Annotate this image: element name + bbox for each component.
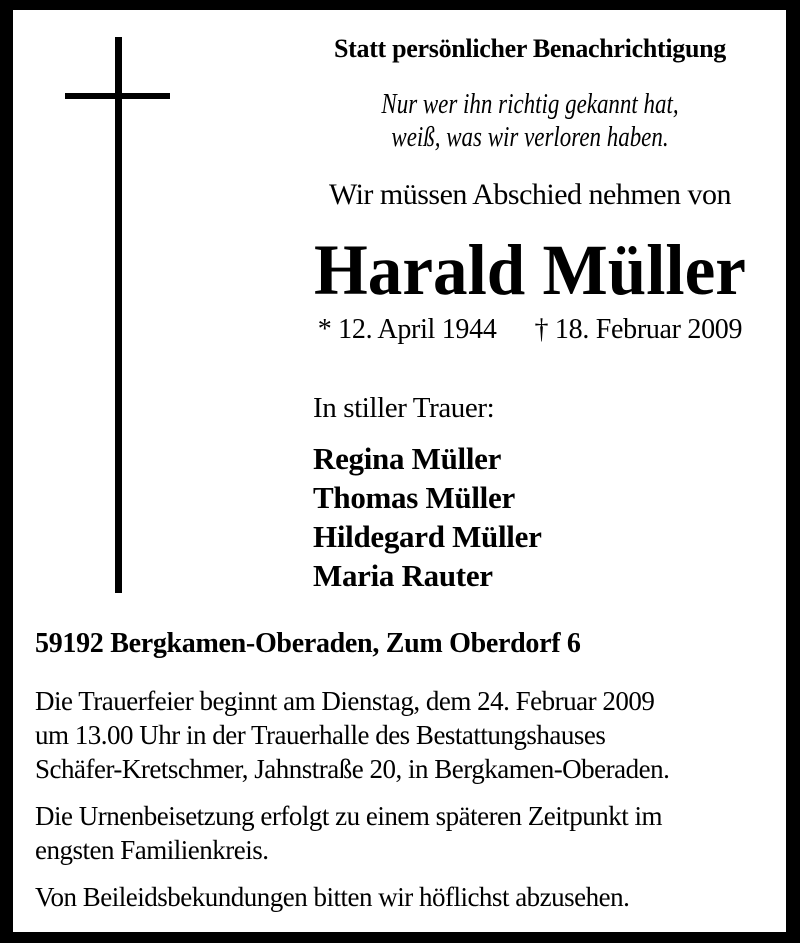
memorial-quote-line: weiß, was wir verloren haben. (391, 122, 669, 153)
condolence-line: Von Beileidsbekundungen bitten wir höflichst abzusehen. (35, 882, 630, 912)
preamble-text: Statt persönlicher Benachrichtigung (333, 34, 727, 63)
death-date: † 18. Februar 2009 (534, 314, 743, 345)
deceased-name: Harald Müller (314, 230, 746, 310)
memorial-quote (341, 88, 718, 154)
cross-icon-vertical-bar (115, 37, 122, 593)
intro-text: Wir müssen Abschied nehmen von (328, 178, 732, 211)
urn-line: Die Urnenbeisetzung erfolgt zu einem späteren Zeitpunkt im (35, 801, 663, 831)
funeral-line: Die Trauerfeier beginnt am Dienstag, dem 24. Februar 2009 (35, 686, 655, 716)
mourner-name: Hildegard Müller (313, 519, 542, 554)
funeral-line: um 13.00 Uhr in der Trauerhalle des Bestattungshauses (35, 720, 606, 750)
funeral-paragraph (35, 684, 669, 786)
mourner-name: Maria Rauter (313, 558, 493, 593)
cross-icon-horizontal-bar (65, 93, 170, 99)
memorial-quote-line: Nur wer ihn richtig gekannt hat, (381, 89, 679, 120)
mourner-name: Regina Müller (313, 441, 502, 476)
mourners-list (313, 439, 542, 595)
address-line: 59192 Bergkamen-Oberaden, Zum Oberdorf 6 (35, 628, 581, 659)
life-dates (300, 314, 760, 346)
mourner-name: Thomas Müller (313, 480, 515, 515)
birth-date: * 12. April 1944 (317, 314, 497, 345)
funeral-line: Schäfer-Kretschmer, Jahnstraße 20, in Bergkamen-Oberaden. (35, 754, 670, 784)
urn-line: engsten Familienkreis. (35, 835, 269, 865)
urn-paragraph (35, 799, 662, 867)
mourning-label: In stiller Trauer: (313, 392, 495, 424)
